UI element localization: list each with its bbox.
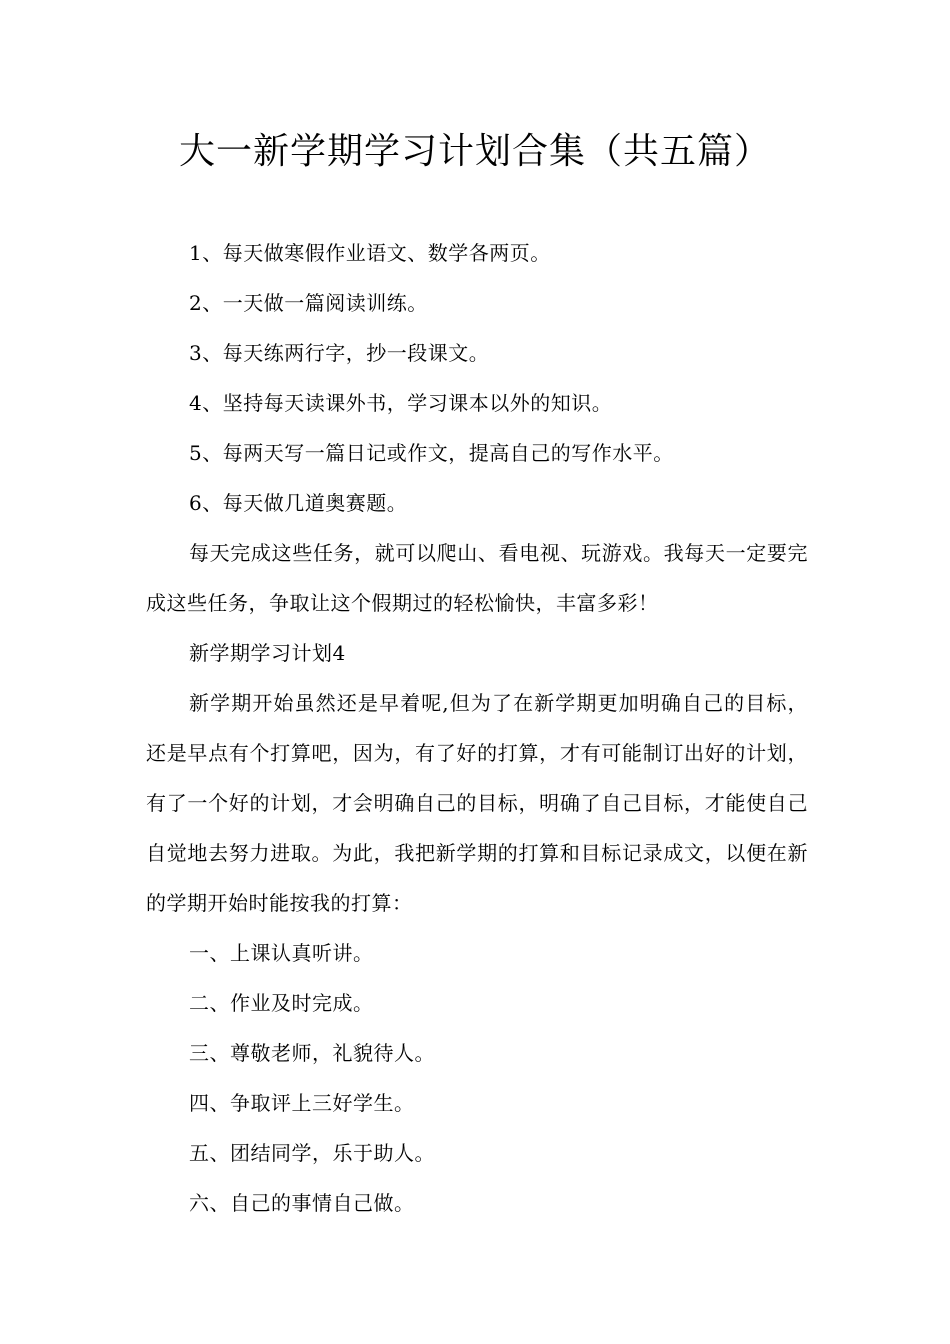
section-heading: 新学期学习计划4 xyxy=(189,641,346,665)
goal-item-4: 四、争取评上三好学生。 xyxy=(189,1091,415,1115)
list-item-2: 2、一天做一篇阅读训练。 xyxy=(189,291,428,315)
list-item-4: 4、坚持每天读课外书，学习课本以外的知识。 xyxy=(189,391,613,415)
list-item-3: 3、每天练两行字，抄一段课文。 xyxy=(189,341,490,365)
goal-item-5: 五、团结同学，乐于助人。 xyxy=(189,1141,435,1165)
document-body xyxy=(146,228,808,1228)
list-item-5: 5、每两天写一篇日记或作文，提高自己的写作水平。 xyxy=(189,441,674,465)
goal-item-6: 六、自己的事情自己做。 xyxy=(189,1191,415,1215)
goal-item-1: 一、上课认真听讲。 xyxy=(189,941,374,965)
document-title: 大一新学期学习计划合集（共五篇） xyxy=(178,131,771,172)
list-item-1: 1、每天做寒假作业语文、数学各两页。 xyxy=(189,241,551,265)
goal-item-3: 三、尊敬老师，礼貌待人。 xyxy=(189,1041,435,1065)
goal-item-2: 二、作业及时完成。 xyxy=(189,991,374,1015)
summary-paragraph: 每天完成这些任务，就可以爬山、看电视、玩游戏。我每天一定要完成这些任务，争取让这个假期过的轻松愉快，丰富多彩！ xyxy=(146,541,808,615)
list-item-6: 6、每天做几道奥赛题。 xyxy=(189,491,408,515)
intro-paragraph: 新学期开始虽然还是早着呢,但为了在新学期更加明确自己的目标，还是早点有个打算吧，因为，有了好的打算，才有可能制订出好的计划，有了一个好的计划，才会明确自己的目标，明确了自己目标，才能使自己自觉地去努力进取。为此，我把新学期的打算和目标记录成文，以便在新的学期开始时能按我的打算： xyxy=(146,691,808,915)
